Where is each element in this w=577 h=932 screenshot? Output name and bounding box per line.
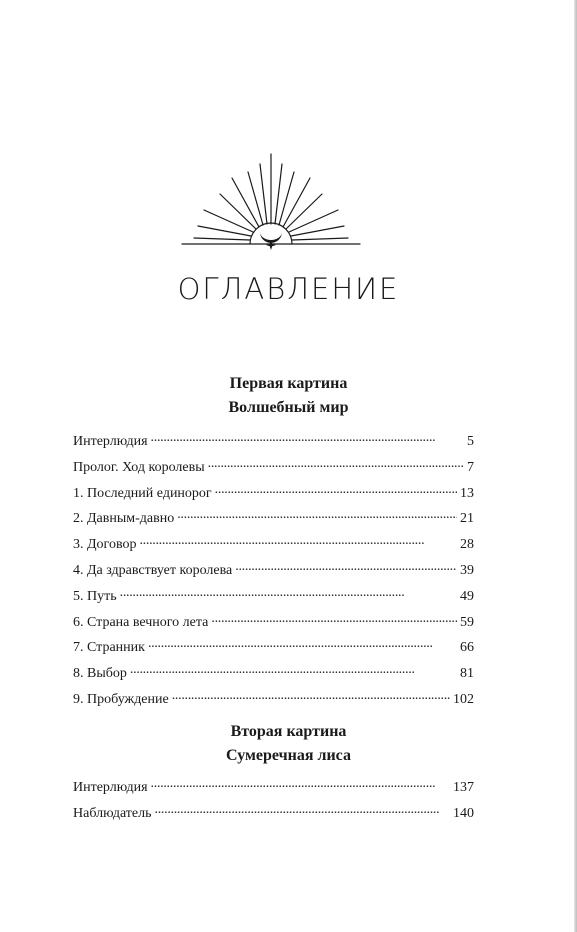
sunrise-ornament-icon bbox=[180, 150, 362, 254]
entry-page: 102 bbox=[453, 691, 474, 707]
dot-leader bbox=[139, 534, 457, 548]
toc-entry[interactable] bbox=[73, 803, 474, 829]
entry-page: 59 bbox=[460, 614, 474, 630]
entry-title: 1. Последний единорог bbox=[73, 485, 212, 501]
entry-page: 140 bbox=[453, 805, 474, 821]
entry-title: 3. Договор bbox=[73, 537, 137, 553]
part2-heading-line2: Сумеречная лиса bbox=[226, 747, 351, 764]
dot-leader bbox=[215, 483, 457, 497]
toc-entry[interactable] bbox=[73, 483, 474, 509]
toc-entry[interactable] bbox=[73, 777, 474, 803]
dot-leader bbox=[151, 431, 464, 445]
dot-leader bbox=[235, 560, 457, 574]
entry-page: 39 bbox=[460, 562, 474, 578]
dot-leader bbox=[208, 457, 464, 471]
entry-page: 28 bbox=[460, 537, 474, 553]
entry-title: 9. Пробуждение bbox=[73, 691, 169, 707]
entry-title: 5. Путь bbox=[73, 588, 117, 604]
dot-leader bbox=[151, 777, 450, 791]
entry-page: 81 bbox=[460, 666, 474, 682]
toc-entry[interactable] bbox=[73, 637, 474, 663]
dot-leader bbox=[155, 803, 450, 817]
toc-entry[interactable] bbox=[73, 431, 474, 457]
entry-title: 8. Выбор bbox=[73, 666, 127, 682]
entry-page: 7 bbox=[467, 459, 474, 475]
dot-leader bbox=[120, 586, 457, 600]
part1-entries bbox=[73, 431, 474, 715]
part1-heading-line1: Первая картина bbox=[229, 375, 348, 392]
entry-title: 7. Странник bbox=[73, 640, 145, 656]
entry-title: Интерлюдия bbox=[73, 780, 148, 795]
entry-page: 13 bbox=[460, 485, 474, 501]
entry-title: Пролог. Ход королевы bbox=[73, 459, 205, 475]
entry-page: 66 bbox=[460, 640, 474, 656]
entry-title: Наблюдатель bbox=[73, 805, 152, 821]
dot-leader bbox=[172, 689, 450, 703]
toc-entry[interactable] bbox=[73, 663, 474, 689]
entry-title: 4. Да здравствует королева bbox=[73, 562, 233, 578]
entry-page: 49 bbox=[460, 588, 474, 604]
toc-entry[interactable] bbox=[73, 457, 474, 483]
entry-title: 6. Страна вечного лета bbox=[73, 614, 209, 630]
toc-entry[interactable] bbox=[73, 534, 474, 560]
dot-leader bbox=[177, 508, 457, 522]
entry-page: 21 bbox=[460, 511, 474, 527]
part1-heading-line2: Волшебный мир bbox=[228, 399, 349, 416]
toc-entry[interactable] bbox=[73, 689, 474, 715]
entry-page: 137 bbox=[453, 780, 474, 795]
toc-entry[interactable] bbox=[73, 508, 474, 534]
dot-leader bbox=[211, 612, 457, 626]
entry-title: 2. Давным-давно bbox=[73, 511, 175, 527]
part2-entries bbox=[73, 777, 474, 829]
part2-heading bbox=[0, 720, 577, 768]
entry-page: 5 bbox=[467, 434, 474, 449]
toc-entry[interactable] bbox=[73, 586, 474, 612]
dot-leader bbox=[148, 637, 457, 651]
toc-entry[interactable] bbox=[73, 612, 474, 638]
part1-heading bbox=[0, 372, 577, 420]
entry-title: Интерлюдия bbox=[73, 434, 148, 449]
dot-leader bbox=[130, 663, 457, 677]
part2-heading-line1: Вторая картина bbox=[230, 723, 347, 740]
toc-title: ОГЛАВЛЕНИЕ bbox=[177, 272, 400, 306]
toc-entry[interactable] bbox=[73, 560, 474, 586]
